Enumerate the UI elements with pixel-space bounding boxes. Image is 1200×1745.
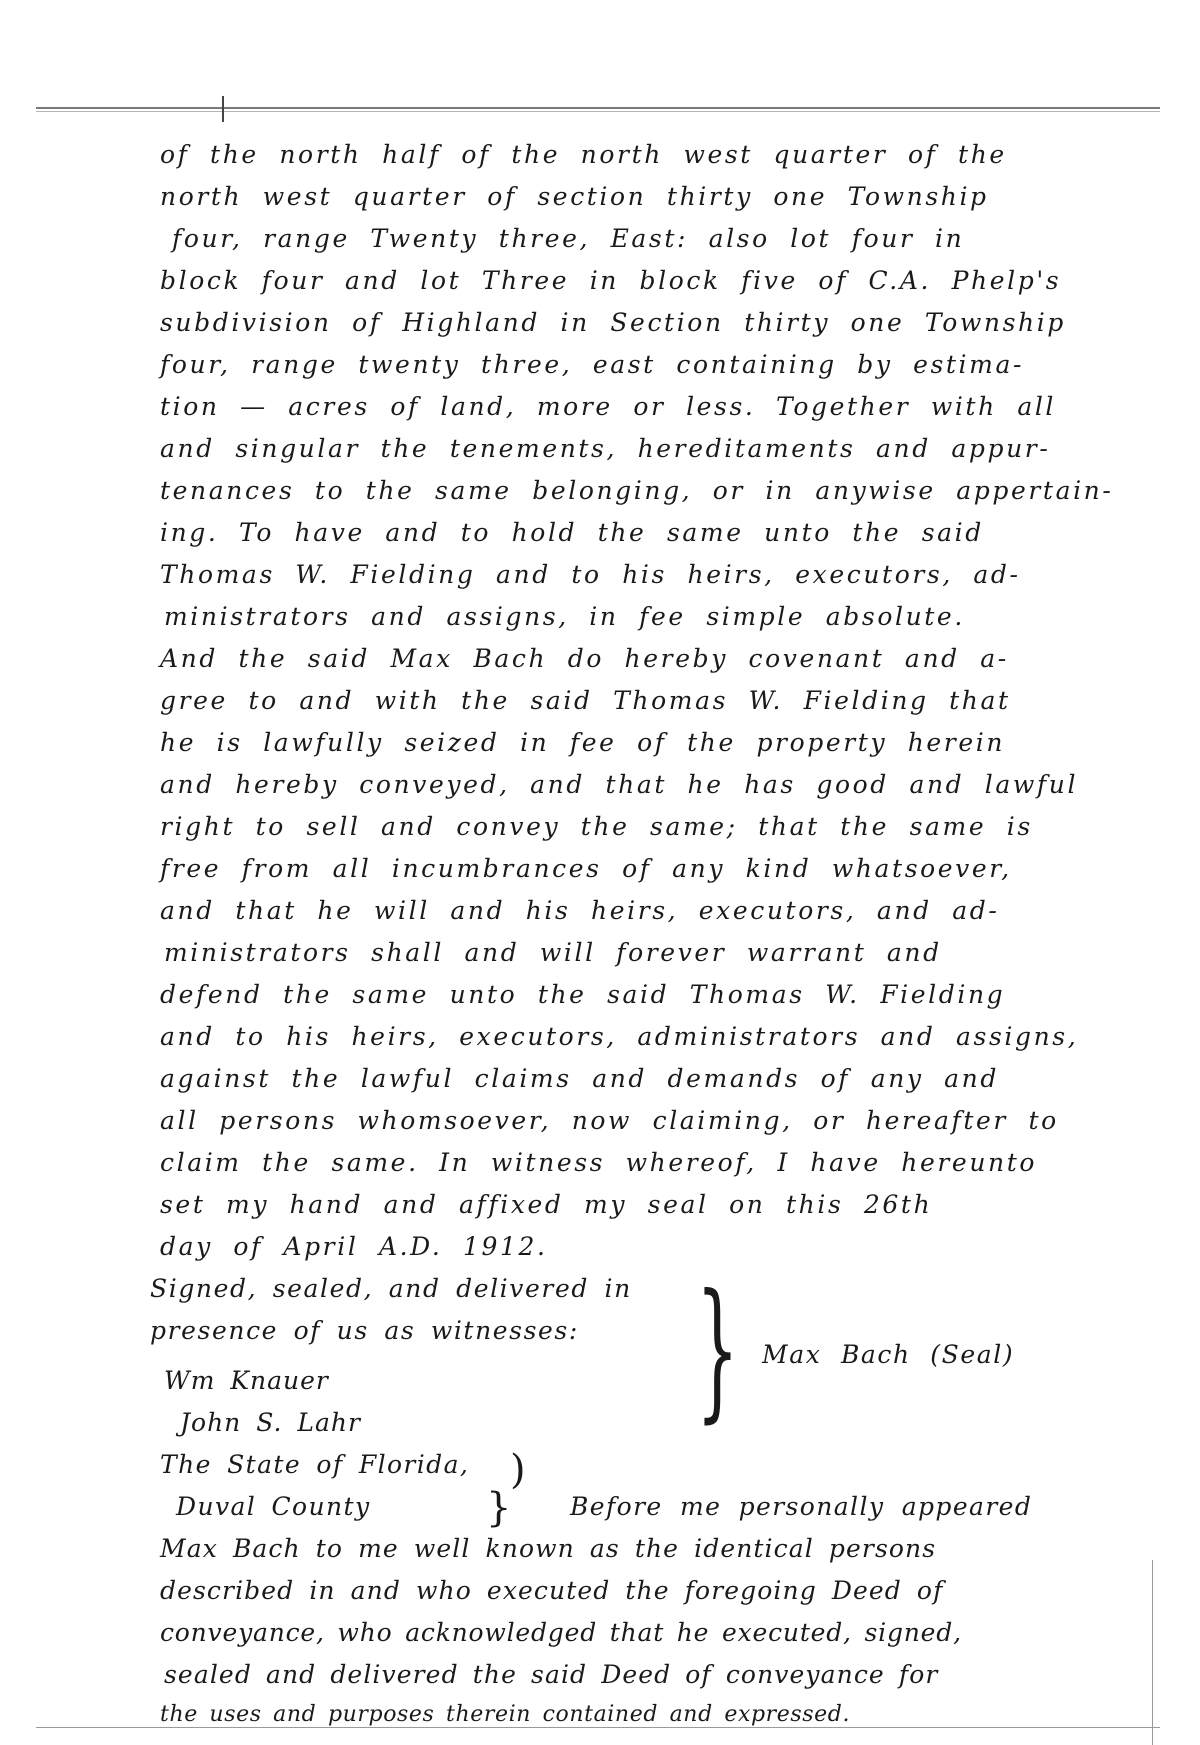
- top-rule: [36, 107, 1160, 109]
- ack-line: Before me personally appeared: [570, 1492, 1033, 1521]
- attestation-line: Signed, sealed, and delivered in: [150, 1274, 632, 1303]
- top-rule-secondary: [36, 111, 1160, 112]
- deed-line: of the north half of the north west quarter of the: [160, 140, 1007, 169]
- ack-line: described in and who executed the foregoing Deed of: [160, 1576, 944, 1605]
- deed-line: right to sell and convey the same; that the same is: [160, 812, 1033, 841]
- deed-line: claim the same. In witness whereof, I have hereunto: [160, 1148, 1038, 1177]
- witness-signature: John S. Lahr: [180, 1408, 361, 1437]
- attestation-brace: }: [696, 1263, 739, 1437]
- deed-line: defend the same unto the said Thomas W. Fielding: [160, 980, 1006, 1009]
- deed-line: north west quarter of section thirty one Township: [160, 182, 989, 211]
- deed-line: subdivision of Highland in Section thirty one Township: [160, 308, 1066, 337]
- deed-line: And the said Max Bach do hereby covenant and a-: [160, 644, 1009, 673]
- ack-line: Max Bach to me well known as the identical persons: [160, 1534, 937, 1563]
- attestation-line: presence of us as witnesses:: [150, 1316, 579, 1345]
- venue-brace-top: ): [510, 1447, 526, 1493]
- ack-state: The State of Florida,: [160, 1450, 470, 1479]
- deed-line: ing. To have and to hold the same unto the said: [160, 518, 984, 547]
- deed-line: and hereby conveyed, and that he has good and lawful: [160, 770, 1079, 799]
- bottom-rule: [36, 1727, 1160, 1728]
- deed-line: tenances to the same belonging, or in anywise appertain-: [160, 476, 1114, 505]
- margin-mark: [222, 96, 225, 122]
- venue-brace-bottom: }: [486, 1485, 512, 1531]
- deed-line: four, range twenty three, east containing by estima-: [160, 350, 1025, 379]
- deed-line: gree to and with the said Thomas W. Fielding that: [160, 686, 1011, 715]
- ack-line: the uses and purposes therein contained and expressed.: [160, 1702, 851, 1727]
- deed-line: he is lawfully seized in fee of the property herein: [160, 728, 1006, 757]
- deed-line: against the lawful claims and demands of any and: [160, 1064, 999, 1093]
- deed-line: and that he will and his heirs, executors, and ad-: [160, 896, 1000, 925]
- deed-line: and to his heirs, executors, administrators and assigns,: [160, 1022, 1079, 1051]
- witness-signature: Wm Knauer: [164, 1366, 329, 1395]
- deed-line: set my hand and affixed my seal on this 26th: [160, 1190, 933, 1219]
- deed-line: free from all incumbrances of any kind whatsoever,: [160, 854, 1012, 883]
- ack-line: conveyance, who acknowledged that he executed, signed,: [160, 1618, 962, 1647]
- deed-line: block four and lot Three in block five of C.A. Phelp's: [160, 266, 1062, 295]
- deed-line: day of April A.D. 1912.: [160, 1232, 548, 1261]
- page-edge: [1152, 1560, 1154, 1745]
- deed-line: all persons whomsoever, now claiming, or hereafter to: [160, 1106, 1059, 1135]
- deed-line: tion — acres of land, more or less. Together with all: [160, 392, 1057, 421]
- deed-line: Thomas W. Fielding and to his heirs, executors, ad-: [160, 560, 1021, 589]
- deed-line: ministrators shall and will forever warrant and: [164, 938, 942, 967]
- ack-county: Duval County: [176, 1492, 371, 1521]
- deed-line: four, range Twenty three, East: also lot four in: [172, 224, 965, 253]
- deed-line: ministrators and assigns, in fee simple absolute.: [164, 602, 965, 631]
- ack-line: sealed and delivered the said Deed of conveyance for: [164, 1660, 939, 1689]
- deed-line: and singular the tenements, hereditaments and appur-: [160, 434, 1051, 463]
- grantor-signature: Max Bach (Seal): [762, 1340, 1015, 1369]
